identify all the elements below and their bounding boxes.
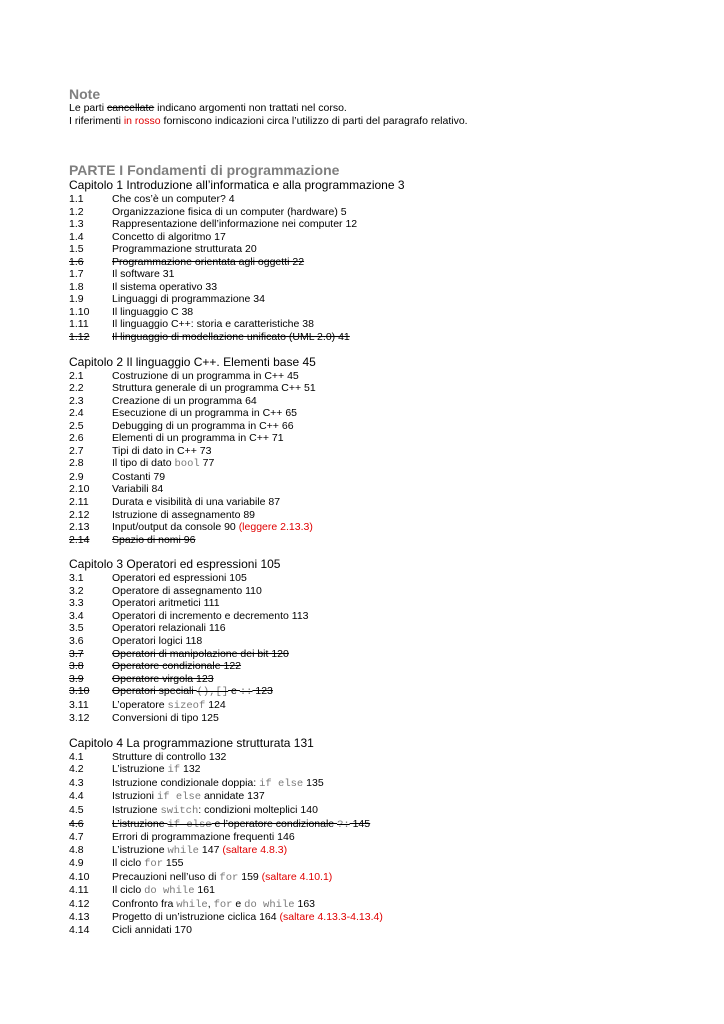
toc-entry-number: 2.14: [69, 533, 90, 546]
toc-entry-number: 2.1: [69, 369, 84, 382]
toc-entry-number: 3.2: [69, 584, 84, 597]
toc-entry-number: 2.8: [69, 457, 84, 470]
part-heading: PARTE I Fondamenti di programmazione: [69, 162, 340, 178]
toc-entry-title: [112, 395, 699, 408]
toc-entry: [69, 457, 699, 471]
toc-entry-title: [112, 597, 699, 610]
entry-text: e: [232, 897, 245, 910]
toc-entry-number: 3.5: [69, 622, 84, 635]
entry-text: Creazione di un programma 64: [112, 394, 257, 407]
toc-entry-title: [112, 660, 699, 673]
red-reference: (leggere 2.13.3): [238, 521, 313, 534]
toc-entry-number: 2.2: [69, 382, 84, 395]
entry-text: Operatore virgola 123: [112, 672, 214, 685]
toc-entry-number: 4.12: [69, 897, 90, 910]
toc-entry: [69, 635, 699, 648]
entry-text: Cicli annidati 170: [112, 923, 192, 936]
chapter-title: Capitolo 3 Operatori ed espressioni 105: [69, 557, 281, 572]
toc-entry: [69, 243, 699, 256]
entry-text: Operatori ed espressioni 105: [112, 572, 247, 585]
entry-text: 135: [303, 776, 324, 789]
note-red-word: in rosso: [123, 115, 161, 127]
toc-entry-number: 4.4: [69, 790, 84, 803]
code-keyword: do while: [244, 898, 295, 911]
toc-entry: [69, 306, 699, 319]
entry-text: 124: [205, 698, 226, 711]
entry-text: Errori di programmazione frequenti 146: [112, 831, 295, 844]
toc-entry-title: [112, 831, 699, 844]
toc-entry-title: [112, 268, 699, 281]
toc-entry: [69, 521, 699, 534]
toc-entry-title: [112, 318, 699, 331]
toc-entry: [69, 281, 699, 294]
chapter-section: [69, 736, 699, 937]
note-heading: Note: [69, 86, 101, 102]
toc-entry-number: 1.7: [69, 268, 84, 281]
toc-entry-title: [112, 534, 699, 547]
toc-entry: [69, 445, 699, 458]
toc-entry: [69, 597, 699, 610]
code-keyword: bool: [174, 458, 200, 471]
toc-entry-number: 3.8: [69, 660, 84, 673]
entry-text: L’istruzione: [112, 843, 168, 856]
note-text: forniscono indicazioni circa l’utilizzo di parti del paragrafo relativo.: [160, 115, 468, 127]
toc-entry: [69, 382, 699, 395]
toc-entry: [69, 804, 699, 818]
toc-entry: [69, 777, 699, 791]
toc-entry: [69, 790, 699, 804]
toc-entry-title: [112, 293, 699, 306]
code-keyword: for: [213, 898, 233, 911]
toc-entry-number: 2.12: [69, 508, 90, 521]
entry-text: Costruzione di un programma in C++ 45: [112, 369, 299, 382]
toc-entry: [69, 857, 699, 871]
code-keyword: do while: [144, 885, 195, 898]
document-page: [69, 86, 699, 936]
red-reference: (saltare 4.13.3-4.13.4): [279, 911, 383, 924]
entry-text: Concetto di algoritmo 17: [112, 230, 226, 243]
entry-text: Operatori logici 118: [112, 634, 203, 647]
note-text: Le parti: [69, 102, 107, 114]
entry-text: L’istruzione: [112, 763, 168, 776]
toc-entry: [69, 318, 699, 331]
toc-entry-title: [112, 231, 699, 244]
toc-entry-title: [112, 193, 699, 206]
toc-entry: [69, 370, 699, 383]
toc-entry: [69, 206, 699, 219]
chapter-title: Capitolo 2 Il linguaggio C++. Elementi base 45: [69, 354, 316, 369]
toc-entry-title: [112, 370, 699, 383]
toc-entry-title: [112, 911, 699, 924]
entry-text: Operatori relazionali 116: [112, 622, 226, 635]
entry-text: Confronto fra: [112, 897, 177, 910]
toc-entry-title: [112, 673, 699, 686]
toc-entry-title: [112, 509, 699, 522]
toc-entry-number: 3.6: [69, 634, 84, 647]
code-keyword: if else: [167, 818, 212, 831]
entry-text: Istruzione condizionale doppia:: [112, 776, 260, 789]
entry-text: Progetto di un’istruzione ciclica 164: [112, 911, 280, 924]
toc-entry: [69, 924, 699, 937]
code-keyword: for: [144, 858, 163, 871]
code-keyword: while: [176, 898, 208, 911]
toc-entry-number: 1.8: [69, 280, 84, 293]
toc-entry: [69, 660, 699, 673]
toc-entry: [69, 712, 699, 725]
toc-entry-title: [112, 256, 699, 269]
code-keyword: ::: [239, 686, 253, 699]
toc-entry-number: 1.6: [69, 255, 84, 268]
toc-entry: [69, 585, 699, 598]
entry-text: 145: [349, 817, 371, 830]
entry-text: 159: [238, 870, 262, 883]
code-keyword: if else: [156, 791, 202, 804]
toc-entry-number: 4.6: [69, 817, 84, 830]
entry-text: Istruzione di assegnamento 89: [112, 508, 256, 521]
chapter-section: [69, 557, 699, 725]
code-keyword: if: [167, 764, 181, 777]
toc-entry: [69, 496, 699, 509]
toc-entry-number: 1.9: [69, 293, 84, 306]
toc-entry-number: 4.11: [69, 884, 89, 897]
toc-entry-title: [112, 407, 699, 420]
entry-text: Precauzioni nell’uso di: [112, 870, 220, 883]
toc-entry-number: 1.10: [69, 305, 90, 318]
toc-entry: [69, 509, 699, 522]
toc-entry-title: [112, 699, 699, 713]
toc-entry-number: 3.1: [69, 572, 84, 585]
toc-entry-number: 1.11: [69, 318, 89, 331]
toc-entry-title: [112, 818, 699, 832]
entry-text: Istruzione: [112, 803, 161, 816]
toc-entry: [69, 884, 699, 898]
toc-entry: [69, 407, 699, 420]
toc-entry-title: [112, 712, 699, 725]
entry-text: Conversioni di tipo 125: [112, 712, 219, 725]
entry-text: 155: [163, 857, 184, 870]
entry-text: Spazio di nomi 96: [112, 533, 196, 546]
toc-entry: [69, 818, 699, 832]
toc-entry-number: 3.3: [69, 597, 84, 610]
toc-entry-title: [112, 457, 699, 471]
toc-entry-number: 4.3: [69, 776, 84, 789]
entry-text: Elementi di un programma in C++ 71: [112, 432, 284, 445]
toc-entry: [69, 432, 699, 445]
toc-entry-title: [112, 420, 699, 433]
note-line-cancelled: [69, 102, 699, 115]
toc-entry-number: 1.12: [69, 331, 90, 344]
entry-text: Variabili 84: [112, 483, 164, 496]
entry-text: Durata e visibilità di una variabile 87: [112, 496, 281, 509]
toc-entry: [69, 395, 699, 408]
toc-entry-number: 1.4: [69, 230, 84, 243]
toc-entry-title: [112, 924, 699, 937]
entry-text: Esecuzione di un programma in C++ 65: [112, 407, 298, 420]
toc-entry: [69, 898, 699, 912]
toc-entry: [69, 610, 699, 623]
toc-entry-number: 4.7: [69, 831, 84, 844]
toc-entry-title: [112, 635, 699, 648]
toc-entry-title: [112, 281, 699, 294]
toc-entry-number: 2.10: [69, 483, 90, 496]
toc-entry: [69, 648, 699, 661]
toc-entry-number: 2.6: [69, 432, 84, 445]
entry-text: Tipi di dato in C++ 73: [112, 444, 212, 457]
toc-entry: [69, 293, 699, 306]
entry-text: 123: [252, 685, 273, 698]
toc-entry-number: 4.13: [69, 911, 90, 924]
entry-text: Operatore di assegnamento 110: [112, 584, 262, 597]
entry-text: Strutture di controllo 132: [112, 750, 227, 763]
code-keyword: while: [167, 844, 199, 857]
toc-entry-title: [112, 496, 699, 509]
entry-text: Operatore condizionale 122: [112, 660, 242, 673]
entry-text: Che cos’è un computer? 4: [112, 193, 235, 205]
note-line-red: [69, 115, 699, 128]
chapter-section: [69, 178, 699, 344]
toc-entry-number: 2.9: [69, 470, 84, 483]
entry-text: Costanti 79: [112, 470, 166, 483]
toc-entry-number: 4.2: [69, 763, 84, 776]
entry-text: Il software 31: [112, 268, 175, 281]
entry-text: Il linguaggio C 38: [112, 305, 194, 318]
entry-text: Programmazione strutturata 20: [112, 243, 257, 256]
entry-text: 161: [194, 884, 215, 897]
note-cancelled-word: cancellate: [106, 102, 155, 114]
toc-entry-number: 1.5: [69, 243, 84, 256]
entry-text: L’operatore: [112, 698, 168, 711]
entry-text: Operatori di manipolazione dei bit 120: [112, 647, 289, 660]
toc-entry: [69, 471, 699, 484]
toc-entry-title: [112, 685, 699, 699]
toc-entry-number: 2.4: [69, 407, 84, 420]
toc-entry-number: 3.4: [69, 609, 84, 622]
toc-entry-title: [112, 218, 699, 231]
entry-text: L’istruzione: [112, 817, 168, 830]
entry-text: Istruzioni: [112, 790, 157, 803]
entry-text: ,: [207, 897, 214, 910]
toc-entry: [69, 256, 699, 269]
toc-entry-title: [112, 857, 699, 871]
toc-entry-number: 3.12: [69, 712, 90, 725]
code-keyword: switch: [160, 804, 199, 817]
toc-entry-title: [112, 585, 699, 598]
toc-entry: [69, 844, 699, 858]
toc-entry: [69, 331, 699, 344]
toc-entry: [69, 231, 699, 244]
toc-entry: [69, 483, 699, 496]
toc-entry-title: [112, 844, 699, 858]
toc-entry-number: 4.10: [69, 870, 90, 883]
toc-entry: [69, 699, 699, 713]
toc-entry-number: 2.5: [69, 419, 84, 432]
toc-entry-title: [112, 243, 699, 256]
code-keyword: for: [219, 871, 239, 884]
toc-entry: [69, 751, 699, 764]
entry-text: Input/output da console 90: [112, 521, 239, 534]
entry-text: Linguaggi di programmazione 34: [112, 293, 265, 306]
toc-entry-title: [112, 648, 699, 661]
toc-entry-number: 3.9: [69, 672, 84, 685]
toc-entry-title: [112, 483, 699, 496]
toc-entry-number: 2.11: [69, 496, 89, 509]
entry-text: e: [228, 685, 240, 698]
toc-entry-number: 1.3: [69, 218, 84, 231]
toc-entry-number: 3.11: [69, 698, 89, 711]
toc-entry-number: 4.14: [69, 923, 90, 936]
code-keyword: sizeof: [167, 699, 206, 712]
red-reference: (saltare 4.10.1): [261, 870, 333, 883]
chapter-title: Capitolo 4 La programmazione strutturata 131: [69, 735, 314, 750]
toc-entry-title: [112, 572, 699, 585]
red-reference: (saltare 4.8.3): [222, 843, 288, 856]
toc-entry-title: [112, 790, 699, 804]
code-keyword: (),[]: [196, 686, 229, 699]
toc-entry-number: 4.8: [69, 843, 84, 856]
toc-entry-title: [112, 610, 699, 623]
entry-text: Operatori di incremento e decremento 113: [112, 609, 309, 622]
toc-entry: [69, 218, 699, 231]
toc-entry-title: [112, 804, 699, 818]
toc-entry-title: [112, 331, 699, 344]
entry-text: Organizzazione fisica di un computer (hardware) 5: [112, 205, 347, 218]
toc-entry-number: 3.7: [69, 647, 84, 660]
toc-entry: [69, 268, 699, 281]
entry-text: : condizioni molteplici 140: [198, 803, 318, 816]
entry-text: Il sistema operativo 33: [112, 280, 218, 293]
toc-entry-title: [112, 306, 699, 319]
toc-entry-number: 2.3: [69, 394, 84, 407]
entry-text: Il linguaggio C++: storia e caratteristiche 38: [112, 318, 314, 331]
entry-text: Debugging di un programma in C++ 66: [112, 419, 294, 432]
entry-text: Il linguaggio di modellazione unificato (UML 2.0) 41: [112, 331, 350, 344]
entry-text: Il ciclo: [112, 884, 145, 897]
toc-entry: [69, 911, 699, 924]
entry-text: Struttura generale di un programma C++ 51: [112, 382, 316, 395]
entry-text: Il tipo di dato: [112, 457, 175, 470]
chapter-section: [69, 355, 699, 547]
code-keyword: if else: [259, 777, 304, 790]
toc-entry: [69, 673, 699, 686]
toc-entry-title: [112, 382, 699, 395]
toc-entry: [69, 763, 699, 777]
toc-entry-number: 4.5: [69, 803, 84, 816]
entry-text: Operatori aritmetici 111: [112, 597, 220, 610]
entry-text: Operatori speciali: [112, 685, 197, 698]
toc-entry-number: 3.10: [69, 685, 90, 698]
toc-entry-title: [112, 445, 699, 458]
toc-entry-title: [112, 751, 699, 764]
toc-entry: [69, 685, 699, 699]
toc-entry: [69, 534, 699, 547]
note-text: indicano argomenti non trattati nel corso.: [154, 102, 347, 114]
toc-entry-number: 1.1: [69, 193, 84, 205]
toc-entry-title: [112, 884, 699, 898]
toc-entry: [69, 572, 699, 585]
note-text: I riferimenti: [69, 115, 124, 127]
entry-text: Programmazione orientata agli oggetti 22: [112, 255, 305, 268]
entry-text: 77: [199, 457, 215, 470]
toc-entry: [69, 871, 699, 885]
table-of-contents: [69, 178, 699, 936]
toc-entry: [69, 193, 699, 206]
toc-entry-title: [112, 471, 699, 484]
toc-entry: [69, 420, 699, 433]
toc-entry-title: [112, 898, 699, 912]
entry-text: annidate 137: [201, 790, 265, 803]
toc-entry-title: [112, 521, 699, 534]
entry-text: Il ciclo: [112, 857, 145, 870]
entry-text: e l’operatore condizionale: [211, 817, 338, 830]
toc-entry-number: 4.1: [69, 750, 84, 763]
chapter-title: Capitolo 1 Introduzione all’informatica e alla programmazione 3: [69, 178, 405, 192]
entry-text: 147: [198, 843, 223, 856]
toc-entry-title: [112, 432, 699, 445]
entry-text: 163: [294, 897, 316, 910]
toc-entry: [69, 831, 699, 844]
toc-entry-title: [112, 763, 699, 777]
toc-entry-title: [112, 871, 699, 885]
toc-entry-number: 2.13: [69, 521, 90, 534]
entry-text: Rappresentazione dell’informazione nei computer 12: [112, 218, 358, 231]
entry-text: 132: [180, 763, 201, 776]
toc-entry-title: [112, 777, 699, 791]
toc-entry-title: [112, 622, 699, 635]
toc-entry-number: 1.2: [69, 205, 84, 218]
code-keyword: ?:: [337, 818, 350, 831]
toc-entry-title: [112, 206, 699, 219]
toc-entry-number: 2.7: [69, 444, 84, 457]
toc-entry-number: 4.9: [69, 857, 84, 870]
toc-entry: [69, 622, 699, 635]
